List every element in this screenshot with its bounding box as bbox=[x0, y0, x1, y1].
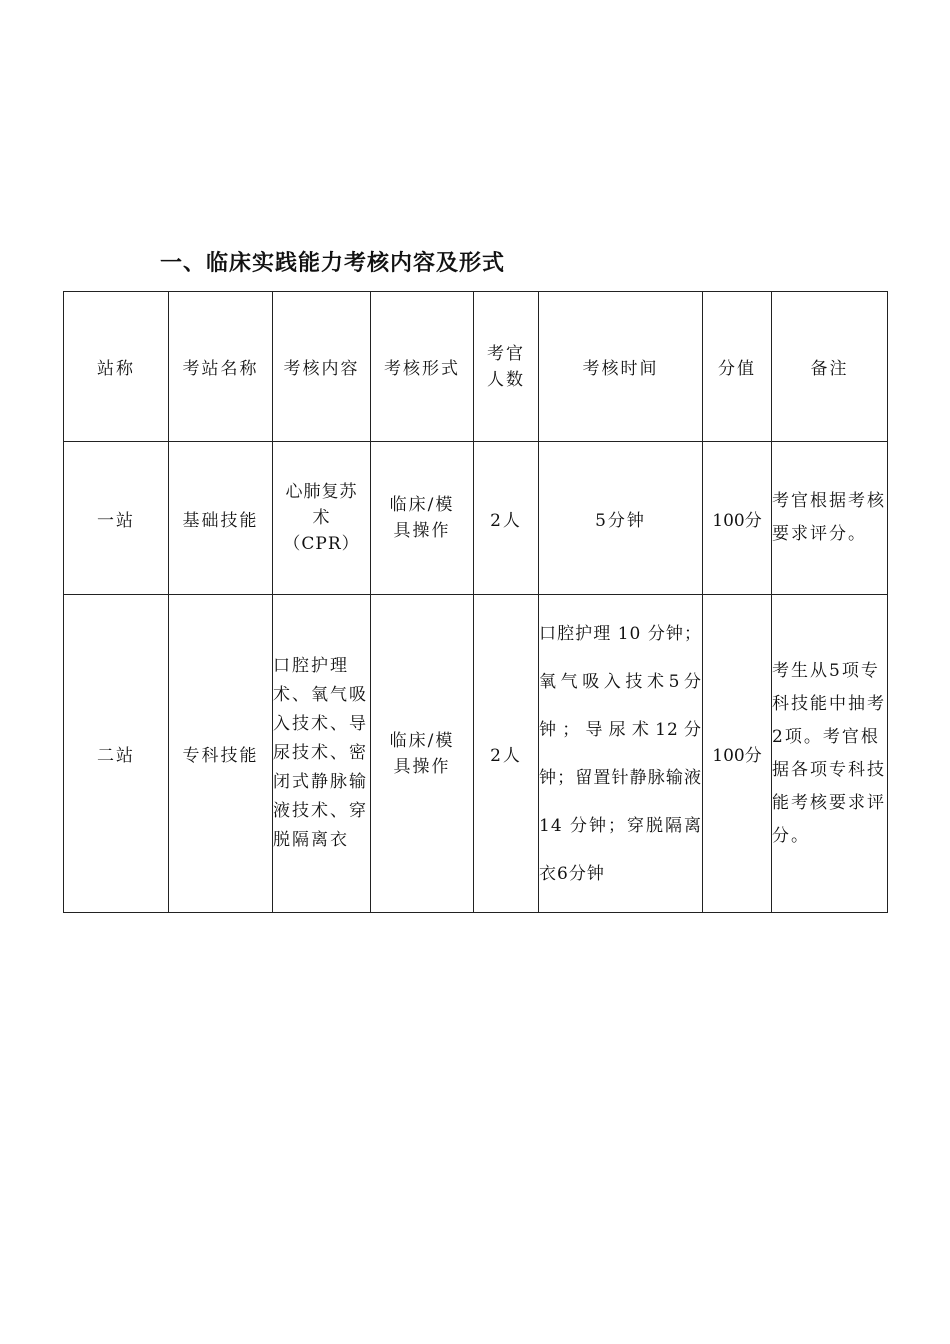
cell-station: 一站 bbox=[64, 442, 169, 595]
cell-form: 临床/模具操作 bbox=[371, 595, 474, 913]
cell-station-name: 基础技能 bbox=[169, 442, 273, 595]
header-form: 考核形式 bbox=[371, 292, 474, 442]
cell-time: 5分钟 bbox=[539, 442, 703, 595]
table-row bbox=[64, 595, 888, 913]
cell-station: 二站 bbox=[64, 595, 169, 913]
header-score: 分值 bbox=[703, 292, 772, 442]
cell-score: 100分 bbox=[703, 595, 772, 913]
section-heading: 一、临床实践能力考核内容及形式 bbox=[160, 251, 506, 276]
header-examiners: 考官人数 bbox=[474, 292, 539, 442]
header-content: 考核内容 bbox=[273, 292, 371, 442]
cell-content: 口腔护理术、氧气吸入技术、导尿技术、密闭式静脉输液技术、穿脱隔离衣 bbox=[273, 595, 371, 913]
header-station: 站称 bbox=[64, 292, 169, 442]
cell-examiners: 2人 bbox=[474, 442, 539, 595]
cell-time: 口腔护理 10 分钟；氧气吸入技术5分钟；导尿术12分钟；留置针静脉输液 14 分钟；穿脱隔离衣6分钟 bbox=[539, 595, 703, 913]
header-station-name: 考站名称 bbox=[169, 292, 273, 442]
exam-schedule-table bbox=[63, 291, 888, 913]
table-row bbox=[64, 442, 888, 595]
cell-note: 考官根据考核要求评分。 bbox=[772, 442, 888, 595]
cell-score: 100分 bbox=[703, 442, 772, 595]
table-header-row bbox=[64, 292, 888, 442]
cell-examiners: 2人 bbox=[474, 595, 539, 913]
cell-station-name: 专科技能 bbox=[169, 595, 273, 913]
cell-content: 心肺复苏术（CPR） bbox=[273, 442, 371, 595]
header-time: 考核时间 bbox=[539, 292, 703, 442]
header-note: 备注 bbox=[772, 292, 888, 442]
cell-note: 考生从5项专科技能中抽考2项。考官根据各项专科技能考核要求评分。 bbox=[772, 595, 888, 913]
cell-form: 临床/模具操作 bbox=[371, 442, 474, 595]
